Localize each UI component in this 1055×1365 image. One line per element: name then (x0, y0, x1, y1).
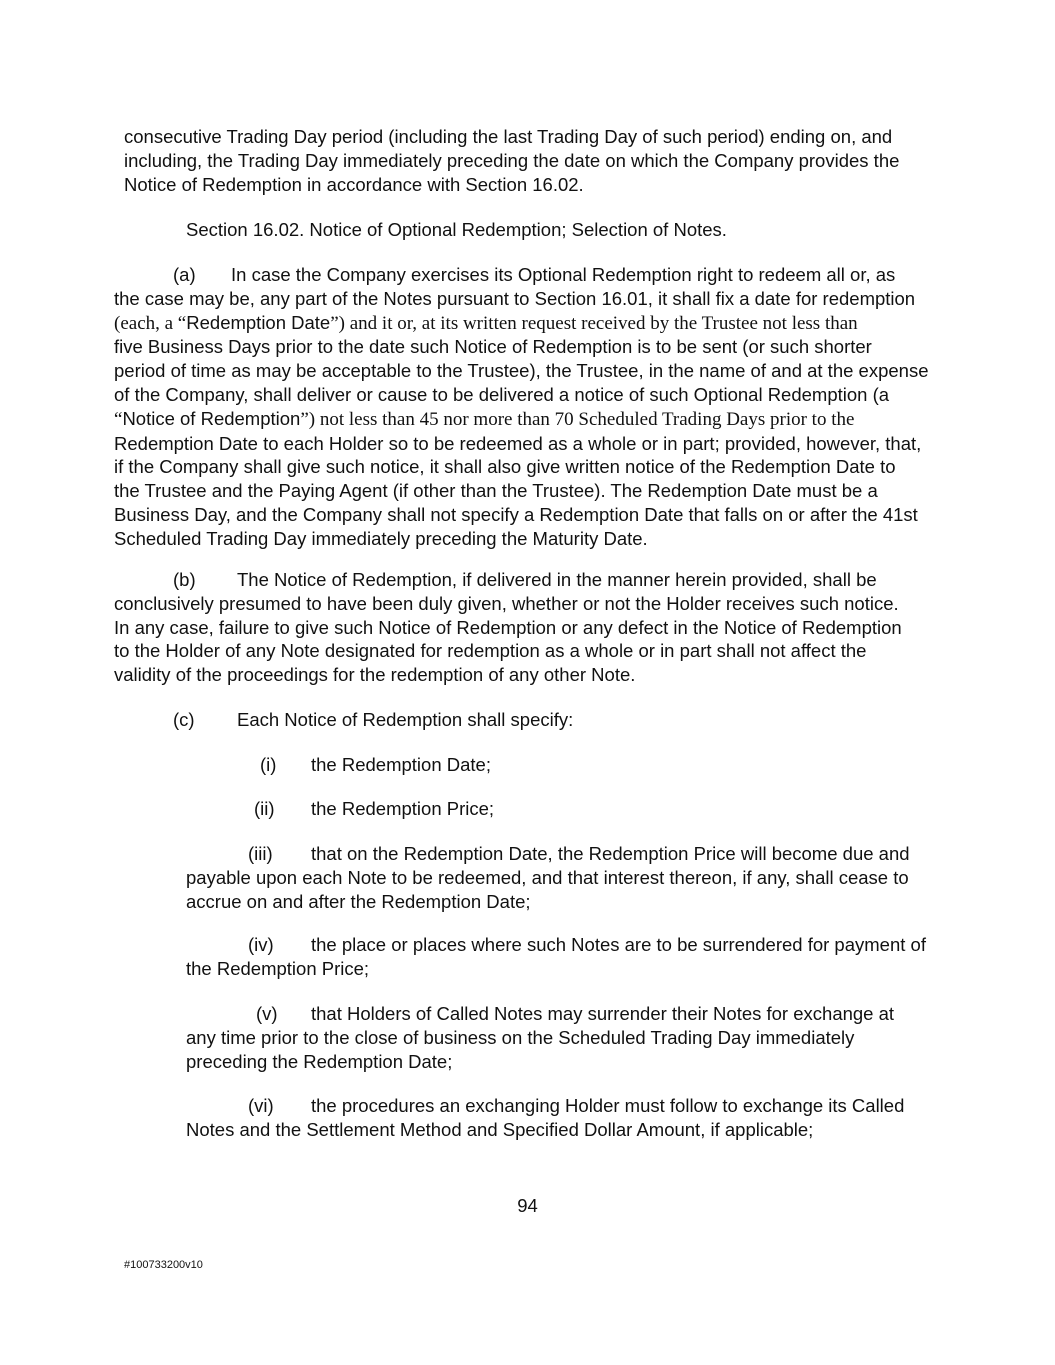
intro-line: consecutive Trading Day period (including the last Trading Day of such period) ending on, and (124, 126, 893, 147)
list-item: (ii) the Redemption Price; (186, 797, 494, 821)
intro-paragraph (124, 125, 899, 196)
section-heading: Section 16.02. Notice of Optional Redemption; Selection of Notes. (186, 219, 727, 240)
list-item: (iii) that on the Redemption Date, the Redemption Price will become due and payable upon each Note to be redeemed, and that interest thereon, if any, shall cease to accrue on and after the Redemption Date; (186, 843, 910, 912)
list-item: (iv) the place or places where such Notes are to be surrendered for payment of the Redemption Price; (186, 934, 926, 979)
paragraph-b (114, 568, 934, 687)
intro-line: Notice of Redemption in accordance with Section 16.02. (124, 173, 584, 195)
document-id: #100733200v10 (124, 1259, 203, 1271)
paragraph-a-line: period of time as may be acceptable to the Trustee), the Trustee, in the name of and at the expense (114, 360, 929, 382)
paragraph-b-line: (b) The Notice of Redemption, if delivered in the manner herein provided, shall be (173, 569, 877, 590)
list-item-label: (vi) (248, 1095, 274, 1116)
list-item-label: (iv) (248, 934, 274, 955)
paragraph-a-line: Redemption Date to each Holder so to be redeemed as a whole or in part; provided, however, that, (114, 432, 922, 454)
paragraph-a-line: Business Day, and the Company shall not specify a Redemption Date that falls on or after the 41st (114, 503, 918, 525)
intro-line: including, the Trading Day immediately preceding the date on which the Company provides the (124, 149, 900, 171)
page-number: 94 (517, 1195, 538, 1216)
paragraph-c-label: (c) (173, 709, 195, 730)
paragraph-b-label: (b) (173, 569, 196, 590)
paragraph-a (114, 263, 934, 551)
list-item-label: (iii) (248, 843, 273, 864)
paragraph-b-line: In any case, failure to give such Notice of Redemption or any defect in the Notice of Redemption (114, 616, 902, 638)
list-item: (vi) the procedures an exchanging Holder must follow to exchange its Called Notes and the Settlement Method and Specified Dollar Amount, if applicable; (186, 1095, 905, 1140)
list-item: (v) that Holders of Called Notes may surrender their Notes for exchange at any time prior to the close of business on the Scheduled Trading Day immediately preceding the Redemption Date; (186, 1003, 895, 1072)
list-item-label: (ii) (254, 798, 275, 819)
paragraph-a-line: “Notice of Redemption”) not less than 45 nor more than 70 Scheduled Trading Days prior to the (114, 407, 855, 430)
defined-term-notice-of-redemption: Notice of Redemption (122, 407, 301, 429)
paragraph-c: (c) Each Notice of Redemption shall specify: (173, 709, 574, 730)
list-item-label: (v) (256, 1003, 278, 1024)
paragraph-a-line: five Business Days prior to the date such Notice of Redemption is to be sent (or such shorter (114, 336, 872, 358)
paragraph-a-line: the Trustee and the Paying Agent (if other than the Trustee). The Redemption Date must be a (114, 480, 878, 502)
paragraph-a-label: (a) (173, 264, 196, 285)
list-item: (i) the Redemption Date; (186, 753, 491, 777)
paragraph-b-line: conclusively presumed to have been duly given, whether or not the Holder receives such notice. (114, 592, 899, 614)
paragraph-a-line: if the Company shall give such notice, it shall also give written notice of the Redemption Date to (114, 456, 896, 478)
paragraph-b-line: validity of the proceedings for the redemption of any other Note. (114, 664, 636, 686)
list-item-label: (i) (260, 754, 277, 775)
defined-term-redemption-date: Redemption Date (186, 311, 331, 333)
paragraph-a-line: Scheduled Trading Day immediately preceding the Maturity Date. (114, 527, 648, 549)
paragraph-a-line: the case may be, any part of the Notes pursuant to Section 16.01, it shall fix a date for redemption (114, 287, 916, 309)
paragraph-a-line: of the Company, shall deliver or cause to be delivered a notice of such Optional Redemption (a (114, 383, 890, 405)
paragraph-a-line: (each, a “Redemption Date”) and it or, at its written request received by the Trustee not less than (114, 311, 858, 334)
paragraph-b-line: to the Holder of any Note designated for redemption as a whole or in part shall not affect the (114, 640, 867, 662)
paragraph-a-line: (a) In case the Company exercises its Optional Redemption right to redeem all or, as (173, 264, 896, 285)
